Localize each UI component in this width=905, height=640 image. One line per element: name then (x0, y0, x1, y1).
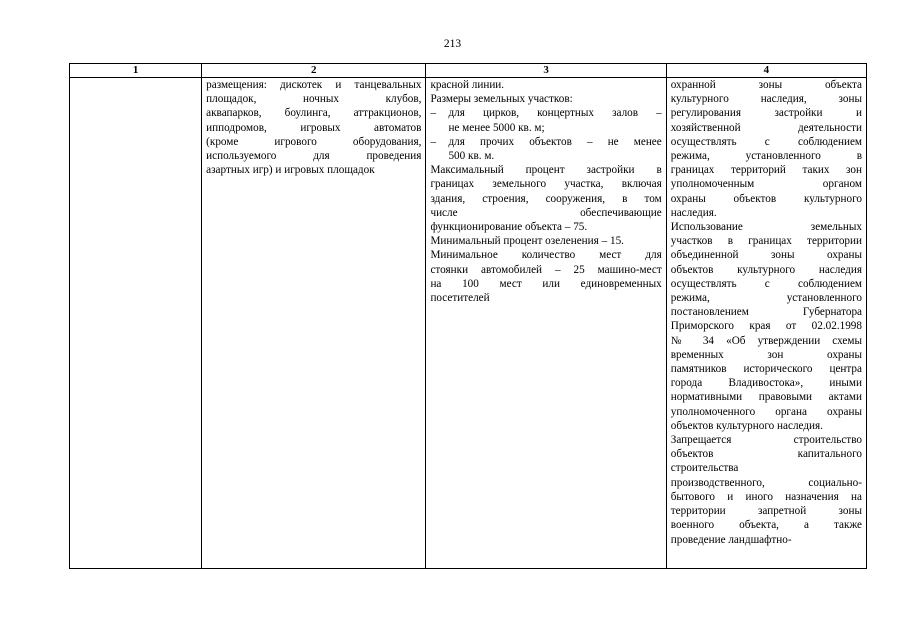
paragraph-line: города Владивостока», иными (670, 377, 862, 390)
paragraph-line: границах земельного участка, включая (430, 178, 662, 191)
paragraph-line: осуществлять с соблюдением (670, 135, 862, 148)
paragraph-line: регулирования застройки и (670, 107, 862, 120)
paragraph-line: проведение ландшафтно- (670, 533, 792, 546)
list-item (430, 135, 661, 163)
paragraph-line: режима, установленного в (670, 150, 862, 163)
permitted-use-text (206, 78, 421, 177)
paragraph-line: культурного наследия, зоны (670, 93, 862, 106)
document-table (69, 63, 867, 569)
parameters-text (430, 163, 661, 305)
permitted-use-line: аквапарков, боулинга, аттракционов, (206, 107, 422, 120)
paragraph-line: функционирование объекта – 75. (430, 221, 588, 234)
paragraph-line: уполномоченного органа охраны (670, 405, 862, 418)
permitted-use-line: используемого для проведения (206, 150, 422, 163)
list-item-line: 500 кв. м. (448, 150, 495, 163)
paragraph-line: объединенной зоны охраны (670, 249, 862, 262)
paragraph-line: наследия. (670, 206, 717, 219)
paragraph-line: Минимальный процент озеленения – 15. (430, 235, 624, 248)
table-header-row (70, 64, 867, 78)
list-item-line: для прочих объектов – не менее (448, 135, 662, 148)
paragraph-line: участков в границах территории (670, 235, 862, 248)
paragraph-line: числе обеспечивающие (430, 206, 662, 219)
cell-col-4 (666, 78, 866, 569)
land-plot-size-list (430, 106, 661, 163)
paragraph-line: режима, установленного (670, 292, 862, 305)
paragraph (430, 248, 661, 305)
permitted-use-line: азартных игр) и игровых площадок (206, 164, 375, 177)
table-row (70, 78, 867, 569)
paragraph-line: здания, строения, сооружения, в том (430, 192, 662, 205)
land-plot-intro-line: красной линии. (430, 79, 505, 91)
paragraph-line: временных зон охраны (670, 348, 862, 361)
paragraph-line: производственного, социально- (670, 476, 862, 489)
paragraph-line: объектов культурного наследия (670, 263, 862, 276)
land-plot-intro (430, 78, 661, 106)
paragraph-line: постановлением Губернатора (670, 306, 862, 319)
list-item (430, 106, 661, 134)
cell-col-3 (426, 78, 666, 569)
paragraph-line: нормативными правовыми актами (670, 391, 862, 404)
paragraph-line: строительства (670, 462, 739, 475)
paragraph-line: объектов культурного наследия. (670, 419, 823, 432)
paragraph (671, 220, 862, 433)
column-header-2: 2 (202, 64, 426, 78)
restrictions-text (671, 78, 862, 547)
list-item-line: не менее 5000 кв. м; (448, 121, 545, 134)
paragraph-line: осуществлять с соблюдением (670, 277, 862, 290)
permitted-use-line: (кроме игрового оборудования, (206, 135, 422, 148)
paragraph-line: Максимальный процент застройки в (430, 164, 662, 177)
paragraph-line: Использование земельных (670, 221, 862, 234)
paragraph-line: № 34 «Об утверждении схемы (670, 334, 862, 347)
page-number: 213 (443, 38, 462, 50)
column-header-1: 1 (70, 64, 202, 78)
list-item-line: для цирков, концертных залов – (448, 107, 662, 120)
paragraph-line: Минимальное количество мест для (430, 249, 662, 262)
paragraph-line: Запрещается строительство (670, 434, 862, 447)
paragraph-line: посетителей (430, 292, 490, 305)
cell-col-1 (70, 78, 202, 569)
column-header-4: 4 (666, 64, 866, 78)
column-header-3: 3 (426, 64, 666, 78)
paragraph-line: Приморского края от 02.02.1998 (670, 320, 862, 333)
paragraph-line: памятников исторического центра (670, 363, 862, 376)
paragraph (430, 163, 661, 234)
paragraph (671, 433, 862, 547)
paragraph-line: охранной зоны объекта (670, 79, 862, 91)
paragraph-line: границах территорий таких зон (670, 164, 862, 177)
permitted-use-line: размещения: дискотек и танцевальных (206, 79, 422, 91)
paragraph-line: бытового и иного назначения на (670, 490, 862, 503)
permitted-use-line: ипподромов, игровых автоматов (206, 121, 422, 134)
paragraph-line: охраны объектов культурного (670, 192, 862, 205)
paragraph (671, 78, 862, 220)
dash-bullet: – (430, 135, 437, 148)
paragraph-line: уполномоченным органом (670, 178, 862, 191)
paragraph-line: стоянки автомобилей – 25 машино-мест (430, 263, 662, 276)
cell-col-2 (202, 78, 426, 569)
land-plot-intro-line: Размеры земельных участков: (430, 93, 573, 106)
dash-bullet: – (430, 107, 437, 120)
paragraph-line: объектов капитального (670, 448, 862, 461)
paragraph-line: военного объекта, а также (670, 519, 862, 532)
paragraph-line: территории запретной зоны (670, 505, 862, 518)
paragraph-line: на 100 мест или единовременных (430, 277, 662, 290)
paragraph (430, 234, 661, 248)
permitted-use-line: площадок, ночных клубов, (206, 93, 422, 106)
paragraph-line: хозяйственной деятельности (670, 121, 862, 134)
